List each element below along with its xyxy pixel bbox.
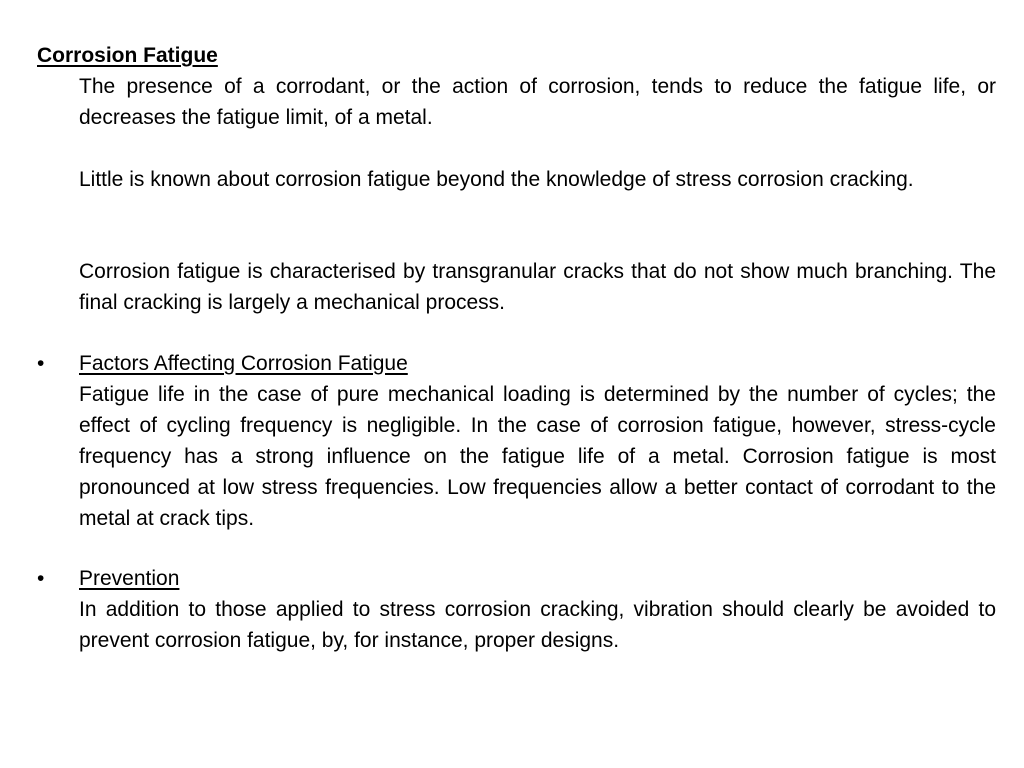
slide-title: Corrosion Fatigue (37, 44, 218, 67)
intro-paragraph-little-known: Little is known about corrosion fatigue beyond the knowledge of stress corrosion cracking. (79, 168, 914, 191)
section-body-prevention: In addition to those applied to stress corrosion cracking, vibration should clearly be avoided to prevent corrosion fatigue, by, for instance, proper designs. (79, 598, 996, 652)
intro-paragraph-characterised: Corrosion fatigue is characterised by transgranular cracks that do not show much branching. The final cracking is largely a mechanical process. (79, 260, 996, 314)
bullet-marker: • (37, 352, 45, 375)
section-heading-factors: Factors Affecting Corrosion Fatigue (79, 352, 408, 375)
section-heading-prevention: Prevention (79, 567, 180, 590)
intro-paragraph-presence: The presence of a corrodant, or the action of corrosion, tends to reduce the fatigue life, or decreases the fatigue limit, of a metal. (79, 75, 996, 129)
bullet-marker: • (37, 567, 45, 590)
section-body-factors: Fatigue life in the case of pure mechanical loading is determined by the number of cycles; the effect of cycling frequency is negligible. In the case of corrosion fatigue, however, stress-cycle frequency has a strong influence on the fatigue life of a metal. Corrosion fatigue is most pronounced at low stress frequencies. Low frequencies allow a better contact of corrodant to the metal at crack tips. (79, 383, 996, 530)
